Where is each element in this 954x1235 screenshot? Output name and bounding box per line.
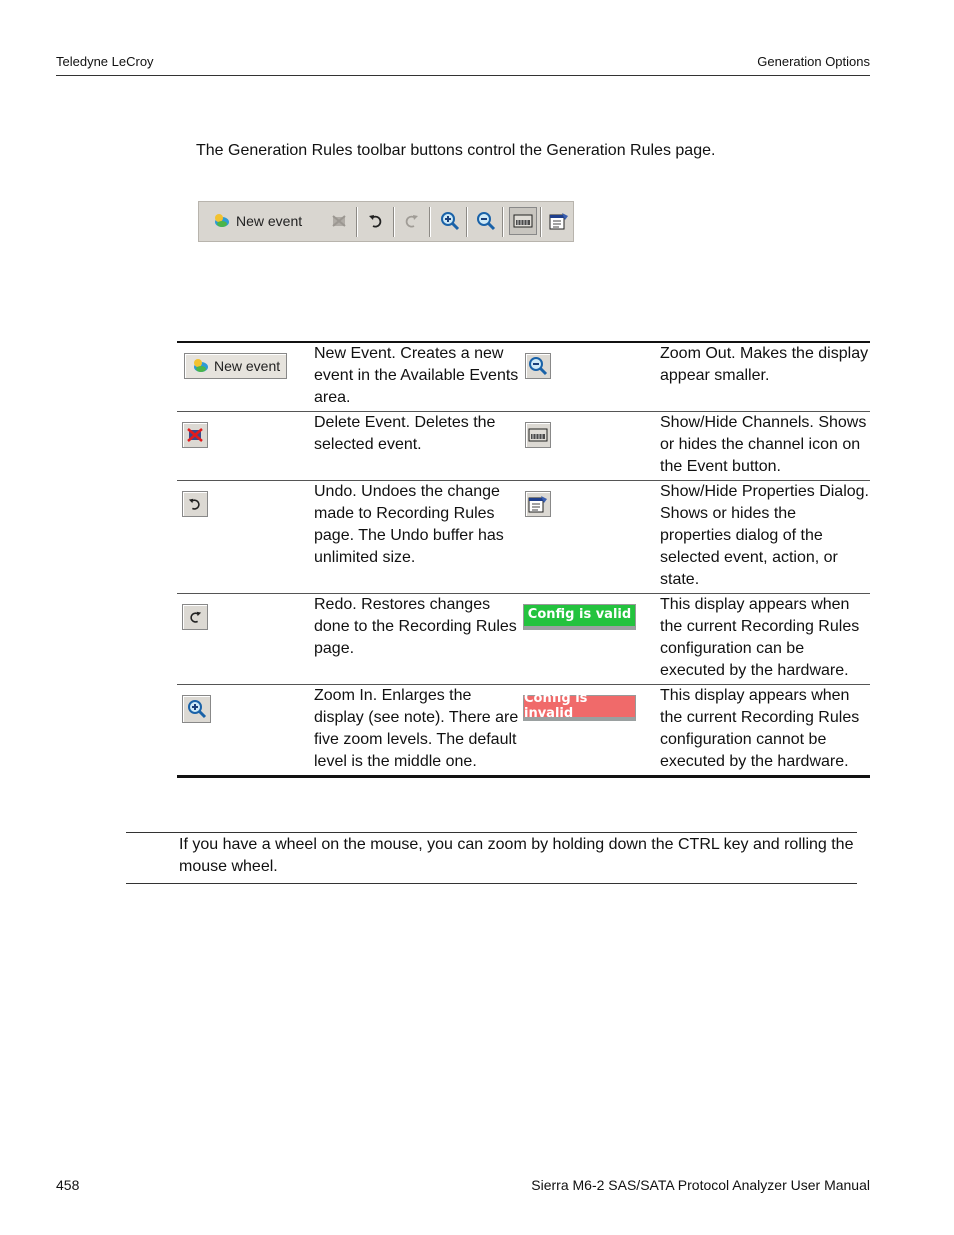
table-row bbox=[177, 343, 870, 412]
note-top-rule bbox=[126, 832, 857, 833]
toolbar-separator bbox=[540, 207, 542, 237]
header-right: Generation Options bbox=[757, 54, 870, 69]
new-event-icon bbox=[213, 212, 231, 231]
note-text: If you have a wheel on the mouse, you can zoom by holding down the CTRL key and rolling the mouse wheel. bbox=[179, 836, 854, 875]
zoom-in-description: Zoom In. Enlarges the display (see note). There are five zoom levels. The default level is the middle one. bbox=[314, 687, 519, 770]
show-hide-channels-icon[interactable] bbox=[509, 207, 537, 235]
page-number: 458 bbox=[56, 1177, 80, 1193]
config-valid-description: This display appears when the current Recording Rules configuration can be executed by the hardware. bbox=[660, 596, 860, 679]
new-event-description: New Event. Creates a new event in the Available Events area. bbox=[314, 345, 519, 406]
header-left: Teledyne LeCroy bbox=[56, 54, 154, 69]
show-hide-properties-description: Show/Hide Properties Dialog. Shows or hides the properties dialog of the selected event, action, or state. bbox=[660, 483, 869, 588]
config-invalid-badge: Config is invalid bbox=[523, 695, 636, 721]
config-invalid-description: This display appears when the current Recording Rules configuration cannot be executed by the hardware. bbox=[660, 687, 860, 770]
table-row bbox=[177, 594, 870, 685]
delete-event-description: Delete Event. Deletes the selected event. bbox=[314, 414, 496, 453]
toolbar-separator bbox=[466, 207, 468, 237]
generation-rules-toolbar bbox=[198, 201, 574, 242]
toolbar-separator bbox=[429, 207, 431, 237]
undo-icon bbox=[182, 491, 208, 517]
show-hide-channels-description: Show/Hide Channels. Shows or hides the channel icon on the Event button. bbox=[660, 414, 867, 475]
redo-icon[interactable] bbox=[399, 209, 423, 233]
show-hide-properties-icon[interactable] bbox=[547, 209, 571, 233]
table-row bbox=[177, 481, 870, 594]
new-event-label: New event bbox=[214, 358, 281, 374]
footer-title: Sierra M6-2 SAS/SATA Protocol Analyzer User Manual bbox=[531, 1177, 870, 1193]
intro-paragraph: The Generation Rules toolbar buttons control the Generation Rules page. bbox=[196, 142, 716, 159]
delete-event-icon bbox=[182, 422, 208, 448]
config-valid-badge: Config is valid bbox=[523, 604, 636, 630]
new-event-icon bbox=[192, 357, 210, 376]
redo-icon bbox=[182, 604, 208, 630]
zoom-in-icon[interactable] bbox=[438, 209, 462, 233]
show-hide-channels-icon bbox=[525, 422, 551, 448]
table-row bbox=[177, 412, 870, 481]
delete-event-icon[interactable] bbox=[327, 209, 351, 233]
note-bottom-rule bbox=[126, 883, 857, 884]
table-row bbox=[177, 685, 870, 775]
zoom-out-icon[interactable] bbox=[474, 209, 498, 233]
toolbar-new-event-button[interactable] bbox=[213, 211, 302, 231]
show-hide-properties-icon bbox=[525, 491, 551, 517]
zoom-out-icon bbox=[525, 353, 551, 379]
header-divider bbox=[56, 75, 870, 76]
toolbar-buttons-table bbox=[177, 341, 870, 778]
toolbar-new-event-label: New event bbox=[236, 213, 303, 229]
toolbar-separator bbox=[502, 207, 504, 237]
undo-icon[interactable] bbox=[364, 209, 388, 233]
toolbar-separator bbox=[356, 207, 358, 237]
zoom-in-icon bbox=[182, 695, 211, 723]
zoom-out-description: Zoom Out. Makes the display appear smaller. bbox=[660, 345, 869, 384]
new-event-button bbox=[184, 353, 287, 379]
toolbar-separator bbox=[393, 207, 395, 237]
undo-description: Undo. Undoes the change made to Recording Rules page. The Undo buffer has unlimited size. bbox=[314, 483, 504, 566]
redo-description: Redo. Restores changes done to the Recording Rules page. bbox=[314, 596, 517, 657]
